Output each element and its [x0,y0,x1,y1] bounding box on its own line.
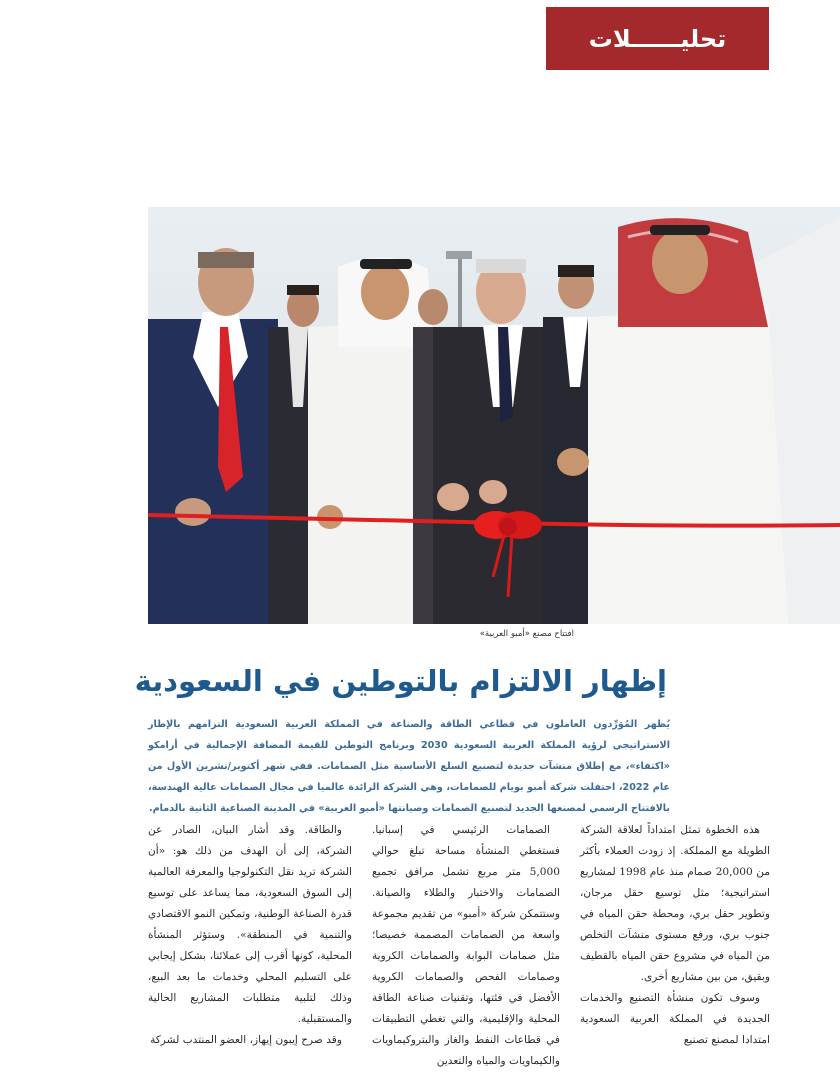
section-tag [546,7,769,70]
body-paragraph: هذه الخطوة تمثل امتداداً لعلاقة الشركة الطويلة مع المملكة. إذ زودت العملاء بأكثر من 20,000 صمام منذ عام 1998 لمشاريع استراتيجية؛ مثل توسيع حقل مرجان، وتطوير حقل بري، ومحطة حقن المياه في جنوب بري، ورفع مستوى منشآت التخلص من المياه في مشروع حقن المياه بالقطيف وبقيق، من بين مشاريع أخرى. [580,824,771,983]
body-paragraph: وقد صرح إيبون إيهاز، العضو المنتدب لشركة [150,1034,342,1046]
article-intro: يُظهر المُوَرِّدون العاملون في قطاعي الطاقة والصناعة في المملكة العربية السعودية التزامهم بالإطار الاستراتيجي لرؤية المملكة العربية السعودية 2030 وبرنامج التوطين للقيمة المضافة الإجمالية في أرامكو «اكتفاء»، مع إطلاق منشآت جديدة لتصنيع السلع الأساسية مثل الصمامات. ففي شهر أكتوبر/تشرين الأول من عام 2022، احتفلت شركة أمبو بويام للصمامات، وهي الشركة الرائدة عالميا في مجال الصمامات عالية الهندسة، بالافتتاح الرسمي لمصنعها الجديد لتصنيع الصمامات وصيانتها «أمبو العربية» في المدينة الصناعية الثانية بالدمام. [148,719,670,814]
body-column-2 [372,820,560,1067]
body-column-3 [148,820,352,1046]
body-paragraph: الصمامات الرئيسي في إسبانيا. فستغطي المنشأة مساحة تبلغ حوالي 5,000 متر مربع تشمل مرافق تجميع الصمامات والاختبار والطلاء والصيانة. وستتمكن شركة «أمبو» من تقديم مجموعة واسعة من الصمامات المصممة خصيصا؛ مثل صمامات البوابة والصمامات الكروية وصمامات الفحص والصمامات الكروية الأفضل في فئتها، وتقنيات صناعة الطاقة المحلية والإقليمية، والتي تغطي التطبيقات في قطاعات النفط والغاز والبتروكيماويات والكيماويات والمياه والتعدين [372,824,560,1067]
photo-caption: افتتاح مصنع «أمبو العربية» [479,629,574,639]
body-paragraph: والطاقة. وقد أشار البيان، الصادر عن الشركة، إلى أن الهدف من ذلك هو: «أن الشركة تريد نقل التكنولوجيا والمعرفة العالمية إلى السوق السعودية، مما يساعد على توسيع قدرة الصناعة الوطنية، وتمكين النمو الاقتصادي والتنمية في المنطقة». وستؤثر المنشأة المحلية، كونها أقرب إلى عملائنا، بشكل إيجابي على التسليم المحلي وخدمات ما بعد البيع، وذلك لتلبية متطلبات المشاريع الحالية والمستقبلية. [148,824,352,1025]
body-column-1 [580,820,771,1046]
body-paragraph: وسوف تكون منشأة التصنيع والخدمات الجديدة في المملكة العربية السعودية امتدادا لمصنع تصنيع [580,992,770,1046]
ribbon-cutting-photo [148,207,840,624]
section-tag-label: تحليــــــلات [588,24,727,53]
article-headline: إظهار الالتزام بالتوطين في السعودية [134,664,667,698]
